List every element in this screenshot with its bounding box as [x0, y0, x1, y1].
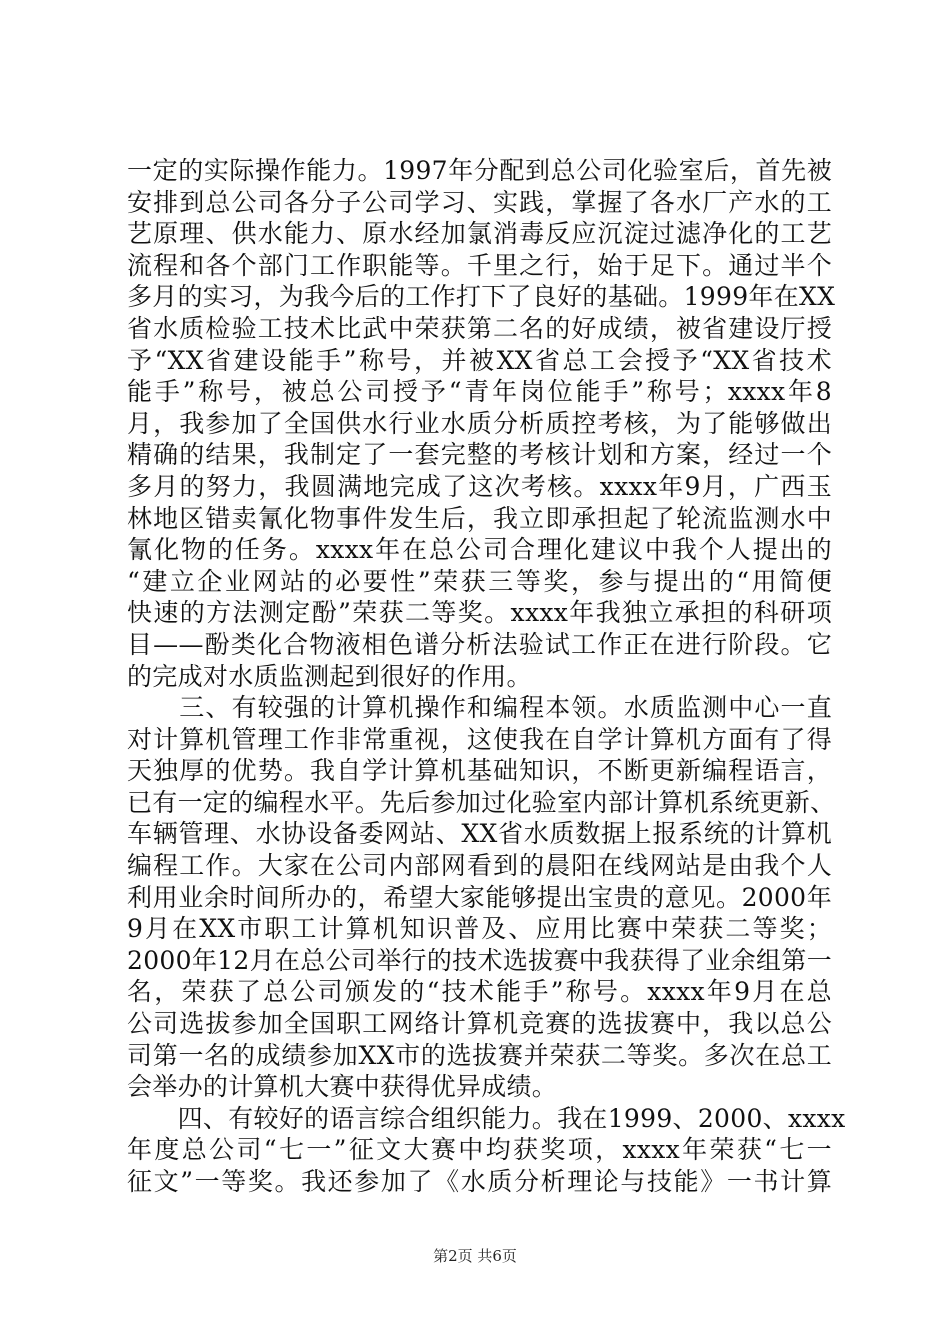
text-line: 名，荣获了总公司颁发的“技术能手”称号。xxxx年9月在总 — [127, 977, 832, 1007]
text-line: 三、有较强的计算机操作和编程本领。水质监测中心一直 — [127, 693, 832, 723]
text-line: 9月在XX市职工计算机知识普及、应用比赛中荣获二等奖； — [127, 914, 832, 944]
text-line: 省水质检验工技术比武中荣获第二名的好成绩，被省建设厅授 — [127, 313, 832, 343]
text-line: 多月的实习，为我今后的工作打下了良好的基础。1999年在XX — [127, 282, 836, 312]
text-line: 利用业余时间所办的，希望大家能够提出宝贵的意见。2000年 — [127, 882, 832, 912]
text-line: 司第一名的成绩参加XX市的选拔赛并荣获二等奖。多次在总工 — [127, 1040, 832, 1070]
text-line: 会举办的计算机大赛中获得优异成绩。 — [127, 1072, 558, 1102]
text-line: 艺原理、供水能力、原水经加氯消毒反应沉淀过滤净化的工艺 — [127, 219, 832, 249]
text-line: 四、有较好的语言综合组织能力。我在1999、2000、xxxx — [127, 1103, 846, 1133]
text-line: 天独厚的优势。我自学计算机基础知识，不断更新编程语言， — [127, 756, 832, 786]
text-line: 一定的实际操作能力。1997年分配到总公司化验室后，首先被 — [127, 156, 832, 185]
text-line: 公司选拔参加全国职工网络计算机竞赛的选拔赛中，我以总公 — [127, 1009, 832, 1039]
text-line: 快速的方法测定酚”荣获二等奖。xxxx年我独立承担的科研项 — [127, 598, 832, 628]
text-line: 月，我参加了全国供水行业水质分析质控考核，为了能够做出 — [127, 408, 832, 438]
text-line: 精确的结果，我制定了一套完整的考核计划和方案，经过一个 — [127, 440, 832, 470]
text-line: 目——酚类化合物液相色谱分析法验试工作正在进行阶段。它 — [127, 629, 832, 659]
text-line: 林地区错卖氰化物事件发生后，我立即承担起了轮流监测水中 — [127, 503, 832, 533]
text-line: 安排到总公司各分子公司学习、实践，掌握了各水厂产水的工 — [127, 187, 832, 217]
text-line: 流程和各个部门工作职能等。千里之行，始于足下。通过半个 — [127, 250, 832, 280]
text-line: 的完成对水质监测起到很好的作用。 — [127, 661, 532, 691]
text-line: 征文”一等奖。我还参加了《水质分析理论与技能》一书计算 — [127, 1167, 832, 1196]
text-line: 氰化物的任务。xxxx年在总公司合理化建议中我个人提出的 — [127, 535, 832, 565]
text-line: “建立企业网站的必要性”荣获三等奖，参与提出的“用简便 — [127, 566, 832, 596]
text-line: 多月的努力，我圆满地完成了这次考核。xxxx年9月，广西玉 — [127, 471, 832, 501]
text-line: 编程工作。大家在公司内部网看到的晨阳在线网站是由我个人 — [127, 851, 832, 881]
text-line: 已有一定的编程水平。先后参加过化验室内部计算机系统更新、 — [127, 787, 836, 817]
text-line: 能手”称号，被总公司授予“青年岗位能手”称号；xxxx年8 — [127, 377, 832, 407]
text-line: 年度总公司“七一”征文大赛中均获奖项，xxxx年荣获“七一 — [127, 1135, 832, 1165]
text-line: 予“XX省建设能手”称号，并被XX省总工会授予“XX省技术 — [127, 345, 832, 375]
text-line: 2000年12月在总公司举行的技术选拔赛中我获得了业余组第一 — [127, 945, 832, 975]
body-text — [127, 155, 846, 1198]
page-footer: 第2页 共6页 — [433, 1247, 517, 1265]
text-line: 车辆管理、水协设备委网站、XX省水质数据上报系统的计算机 — [127, 819, 832, 849]
text-line: 对计算机管理工作非常重视，这使我在自学计算机方面有了得 — [127, 724, 832, 754]
